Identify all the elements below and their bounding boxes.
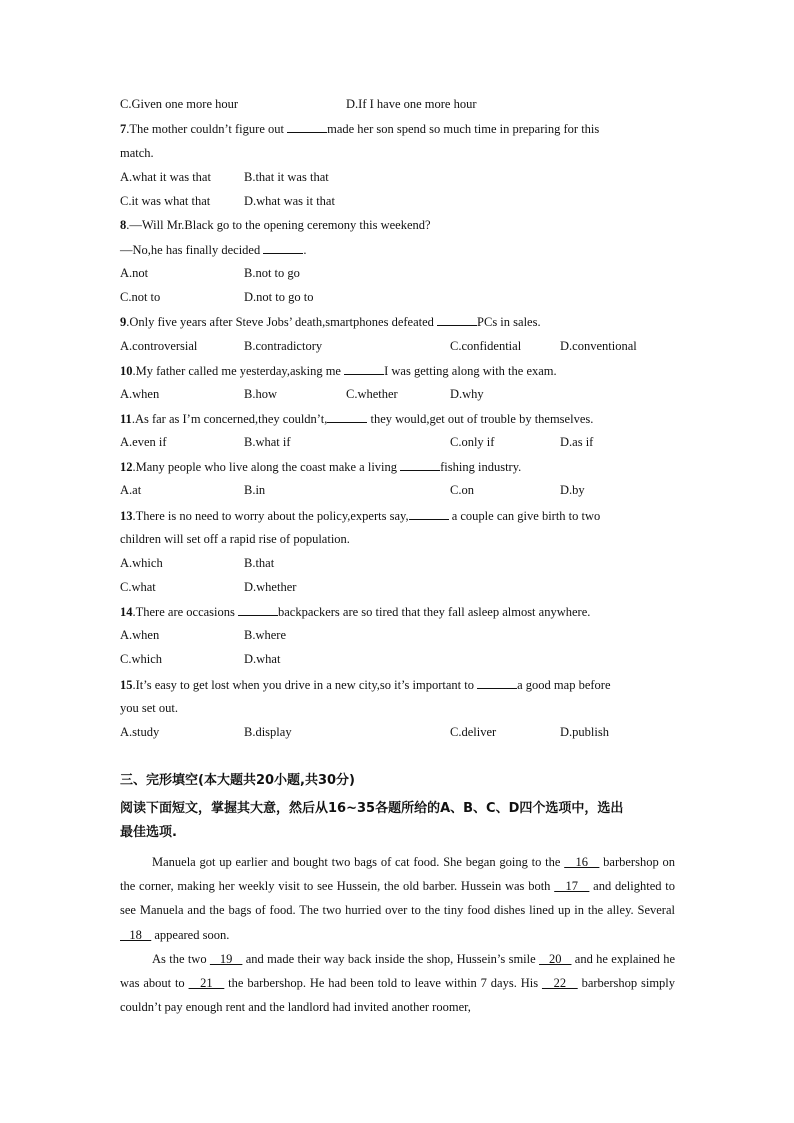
- q13-option-a: A.which: [120, 556, 163, 570]
- q14-option-c: C.which: [120, 652, 163, 666]
- cloze-passage: [120, 850, 675, 1019]
- q12-option-b: B.in: [244, 483, 266, 497]
- cloze-gap-19: 19: [209, 951, 243, 966]
- q15-option-b: B.display: [244, 725, 292, 739]
- q6-option-d: D.If I have one more hour: [346, 97, 477, 111]
- q13-option-b: B.that: [244, 556, 275, 570]
- question-number: 11: [120, 412, 132, 426]
- q9-option-d: D.conventional: [560, 339, 637, 353]
- q9-option-b: B.contradictory: [244, 339, 323, 353]
- answer-blank: [238, 603, 278, 616]
- answer-blank: [263, 241, 303, 254]
- section-title: 三、完形填空(本大题共20小题,共30分): [120, 773, 356, 788]
- passage-paragraph-1: Manuela got up earlier and bought two bags of cat food. She began going to the 16 barbershop on the corner, making her weekly visit to see Hussein, the old barber. Hussein was both 17 and delighted to see Manuela and the bags of food. The two hurried over to the tiny food dishes lined up in the alley. Several 18 appeared soon.: [120, 855, 675, 942]
- q10-option-b: B.how: [244, 387, 277, 401]
- q6-option-c: C.Given one more hour: [120, 97, 239, 111]
- q8-option-b: B.not to go: [244, 266, 300, 280]
- q7-option-b: B.that it was that: [244, 170, 329, 184]
- question-number: 8: [120, 218, 127, 232]
- question-9: 9.Only five years after Steve Jobs’ death,smartphones defeated PCs in sales.: [120, 315, 541, 329]
- question-number: 12: [120, 460, 133, 474]
- q11-option-c: C.only if: [450, 435, 495, 449]
- q10-option-c: C.whether: [346, 387, 398, 401]
- cloze-gap-17: 17: [554, 879, 590, 894]
- cloze-gap-18: 18: [120, 927, 152, 942]
- question-number: 15: [120, 678, 133, 692]
- q12-option-c: C.on: [450, 483, 474, 497]
- question-7-continued: match.: [120, 146, 154, 160]
- q7-option-d: D.what was it that: [244, 194, 335, 208]
- cloze-gap-21: 21: [188, 976, 225, 991]
- q11-option-a: A.even if: [120, 435, 167, 449]
- question-number: 10: [120, 364, 133, 378]
- question-14: 14.There are occasions backpackers are so tired that they fall asleep almost anywhere.: [120, 605, 591, 619]
- question-15-continued: you set out.: [120, 701, 178, 715]
- q7-option-c: C.it was what that: [120, 194, 211, 208]
- q10-option-a: A.when: [120, 387, 160, 401]
- q15-option-c: C.deliver: [450, 725, 497, 739]
- question-7: 7.The mother couldn’t figure out made her son spend so much time in preparing for this: [120, 122, 600, 136]
- q8-option-a: A.not: [120, 266, 149, 280]
- q7-option-a: A.what it was that: [120, 170, 211, 184]
- q14-option-b: B.where: [244, 628, 286, 642]
- question-15: 15.It’s easy to get lost when you drive in a new city,so it’s important to a good map before: [120, 678, 611, 692]
- question-8-reply: —No,he has finally decided .: [120, 243, 307, 257]
- q9-option-a: A.controversial: [120, 339, 198, 353]
- question-13: 13.There is no need to worry about the policy,experts say, a couple can give birth to two: [120, 509, 601, 523]
- q14-option-a: A.when: [120, 628, 160, 642]
- question-number: 9: [120, 315, 127, 329]
- cloze-gap-22: 22: [541, 976, 578, 991]
- question-number: 13: [120, 509, 133, 523]
- q12-option-d: D.by: [560, 483, 585, 497]
- answer-blank: [477, 676, 517, 689]
- question-12: 12.Many people who live along the coast make a living fishing industry.: [120, 460, 522, 474]
- answer-blank: [344, 362, 384, 375]
- answer-blank: [400, 458, 440, 471]
- question-number: 7: [120, 122, 127, 136]
- q13-option-c: C.what: [120, 580, 156, 594]
- q14-option-d: D.what: [244, 652, 281, 666]
- question-8: 8.—Will Mr.Black go to the opening ceremony this weekend?: [120, 218, 431, 232]
- question-number: 14: [120, 605, 133, 619]
- q11-option-d: D.as if: [560, 435, 594, 449]
- question-11: 11.As far as I’m concerned,they couldn’t, they would,get out of trouble by themselves.: [120, 412, 594, 426]
- q8-option-d: D.not to go to: [244, 290, 314, 304]
- answer-blank: [327, 410, 367, 423]
- q15-option-a: A.study: [120, 725, 160, 739]
- q8-option-c: C.not to: [120, 290, 161, 304]
- question-13-continued: children will set off a rapid rise of population.: [120, 532, 350, 546]
- q9-option-c: C.confidential: [450, 339, 522, 353]
- cloze-gap-16: 16: [564, 855, 600, 869]
- section-instruction-continued: 最佳选项.: [120, 825, 177, 840]
- q11-option-b: B.what if: [244, 435, 291, 449]
- q10-option-d: D.why: [450, 387, 484, 401]
- answer-blank: [409, 507, 449, 520]
- q13-option-d: D.whether: [244, 580, 297, 594]
- q15-option-d: D.publish: [560, 725, 609, 739]
- section-instruction: 阅读下面短文，掌握其大意，然后从16~35各题所给的A、B、C、D四个选项中，选出: [120, 801, 624, 816]
- cloze-gap-20: 20: [539, 951, 572, 966]
- passage-paragraph-2: As the two 19 and made their way back inside the shop, Hussein’s smile 20 and he explained he was about to 21 the barbershop. He had been told to leave within 7 days. His 22 barbershop simply couldn’t pay enough rent and the landlord had invited another roomer,: [120, 951, 676, 1015]
- answer-blank: [437, 313, 477, 326]
- question-10: 10.My father called me yesterday,asking me I was getting along with the exam.: [120, 364, 557, 378]
- q12-option-a: A.at: [120, 483, 142, 497]
- answer-blank: [287, 120, 327, 133]
